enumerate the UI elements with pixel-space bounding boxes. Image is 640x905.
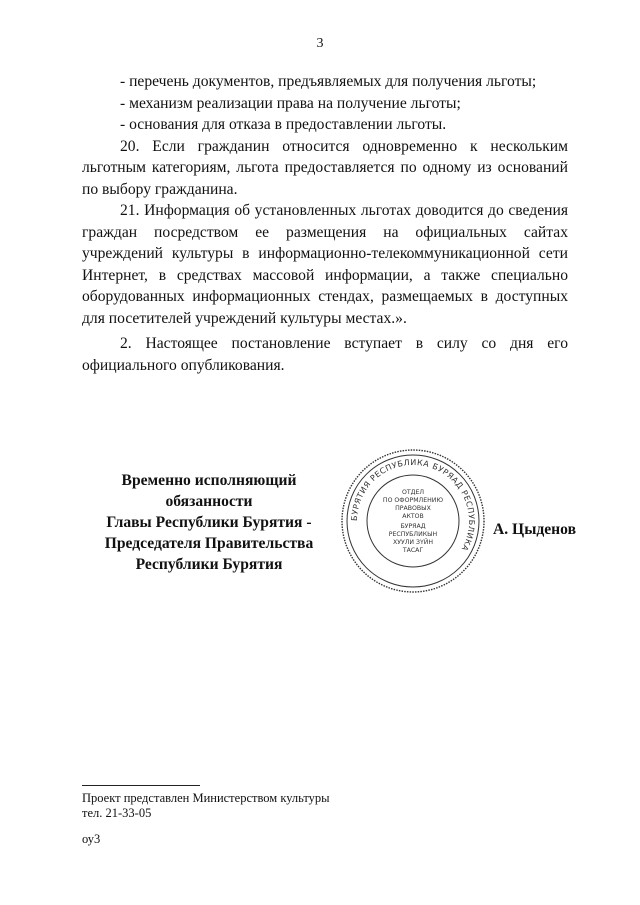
seal-line: БУРЯАД (400, 523, 426, 530)
signatory-title-line: Временно исполняющий обязанности (121, 472, 297, 510)
list-item: - механизм реализации права на получение льготы; (120, 94, 461, 112)
footer-prepared-by: Проект представлен Министерством культуры (82, 791, 330, 805)
paragraph-21: 21. Информация об установленных льготах доводится до сведения граждан посредством ее размещения на официальных сайтах учреждений культуры в информационно-телекоммуникационной сети Интернет, в средствах массовой информации, а также специально оборудованных информационных стендах, размещаемых в доступных для посетителей учреждений культуры местах.». (82, 202, 568, 327)
list-item: - перечень документов, предъявляемых для получения льготы; (120, 73, 537, 90)
official-seal (338, 446, 488, 596)
footer-initials: оу3 (82, 832, 101, 846)
seal-line: ОТДЕЛ (401, 489, 425, 496)
document-body (82, 71, 568, 329)
signatory-title (78, 470, 340, 575)
seal-line: ПРАВОВЫХ (395, 505, 431, 512)
seal-line: РЕСПУБЛИКЫН (388, 531, 438, 538)
footer-phone: тел. 21-33-05 (82, 806, 152, 820)
signatory-title-line: Главы Республики Бурятия - (106, 514, 312, 531)
effective-clause (82, 333, 568, 376)
signatory-title-line: Председателя Правительства (104, 535, 314, 552)
seal-line: ПО ОФОРМЛЕНИЮ (382, 497, 444, 504)
seal-line: ТАСАГ (402, 547, 424, 554)
page-number: 3 (316, 36, 324, 51)
footer-rule (82, 785, 200, 786)
seal-ring-text: БУРЯТИЯ РЕСПУБЛИКА БУРЯАД РЕСПУБЛИКА (349, 457, 477, 553)
seal-line: АКТОВ (402, 513, 424, 520)
list-item: - основания для отказа в предоставлении льготы. (120, 116, 447, 133)
signatory-name: А. Цыденов (493, 521, 576, 538)
signatory-title-line: Республики Бурятия (135, 556, 283, 573)
paragraph-20: 20. Если гражданин относится одновременно к нескольким льготным категориям, льгота предоставляется по одному из оснований по выбору гражданина. (82, 137, 568, 198)
seal-line: ХУУЛИ ЗҮЙН (392, 539, 434, 546)
paragraph-2: 2. Настоящее постановление вступает в силу со дня его официального опубликования. (82, 335, 568, 374)
